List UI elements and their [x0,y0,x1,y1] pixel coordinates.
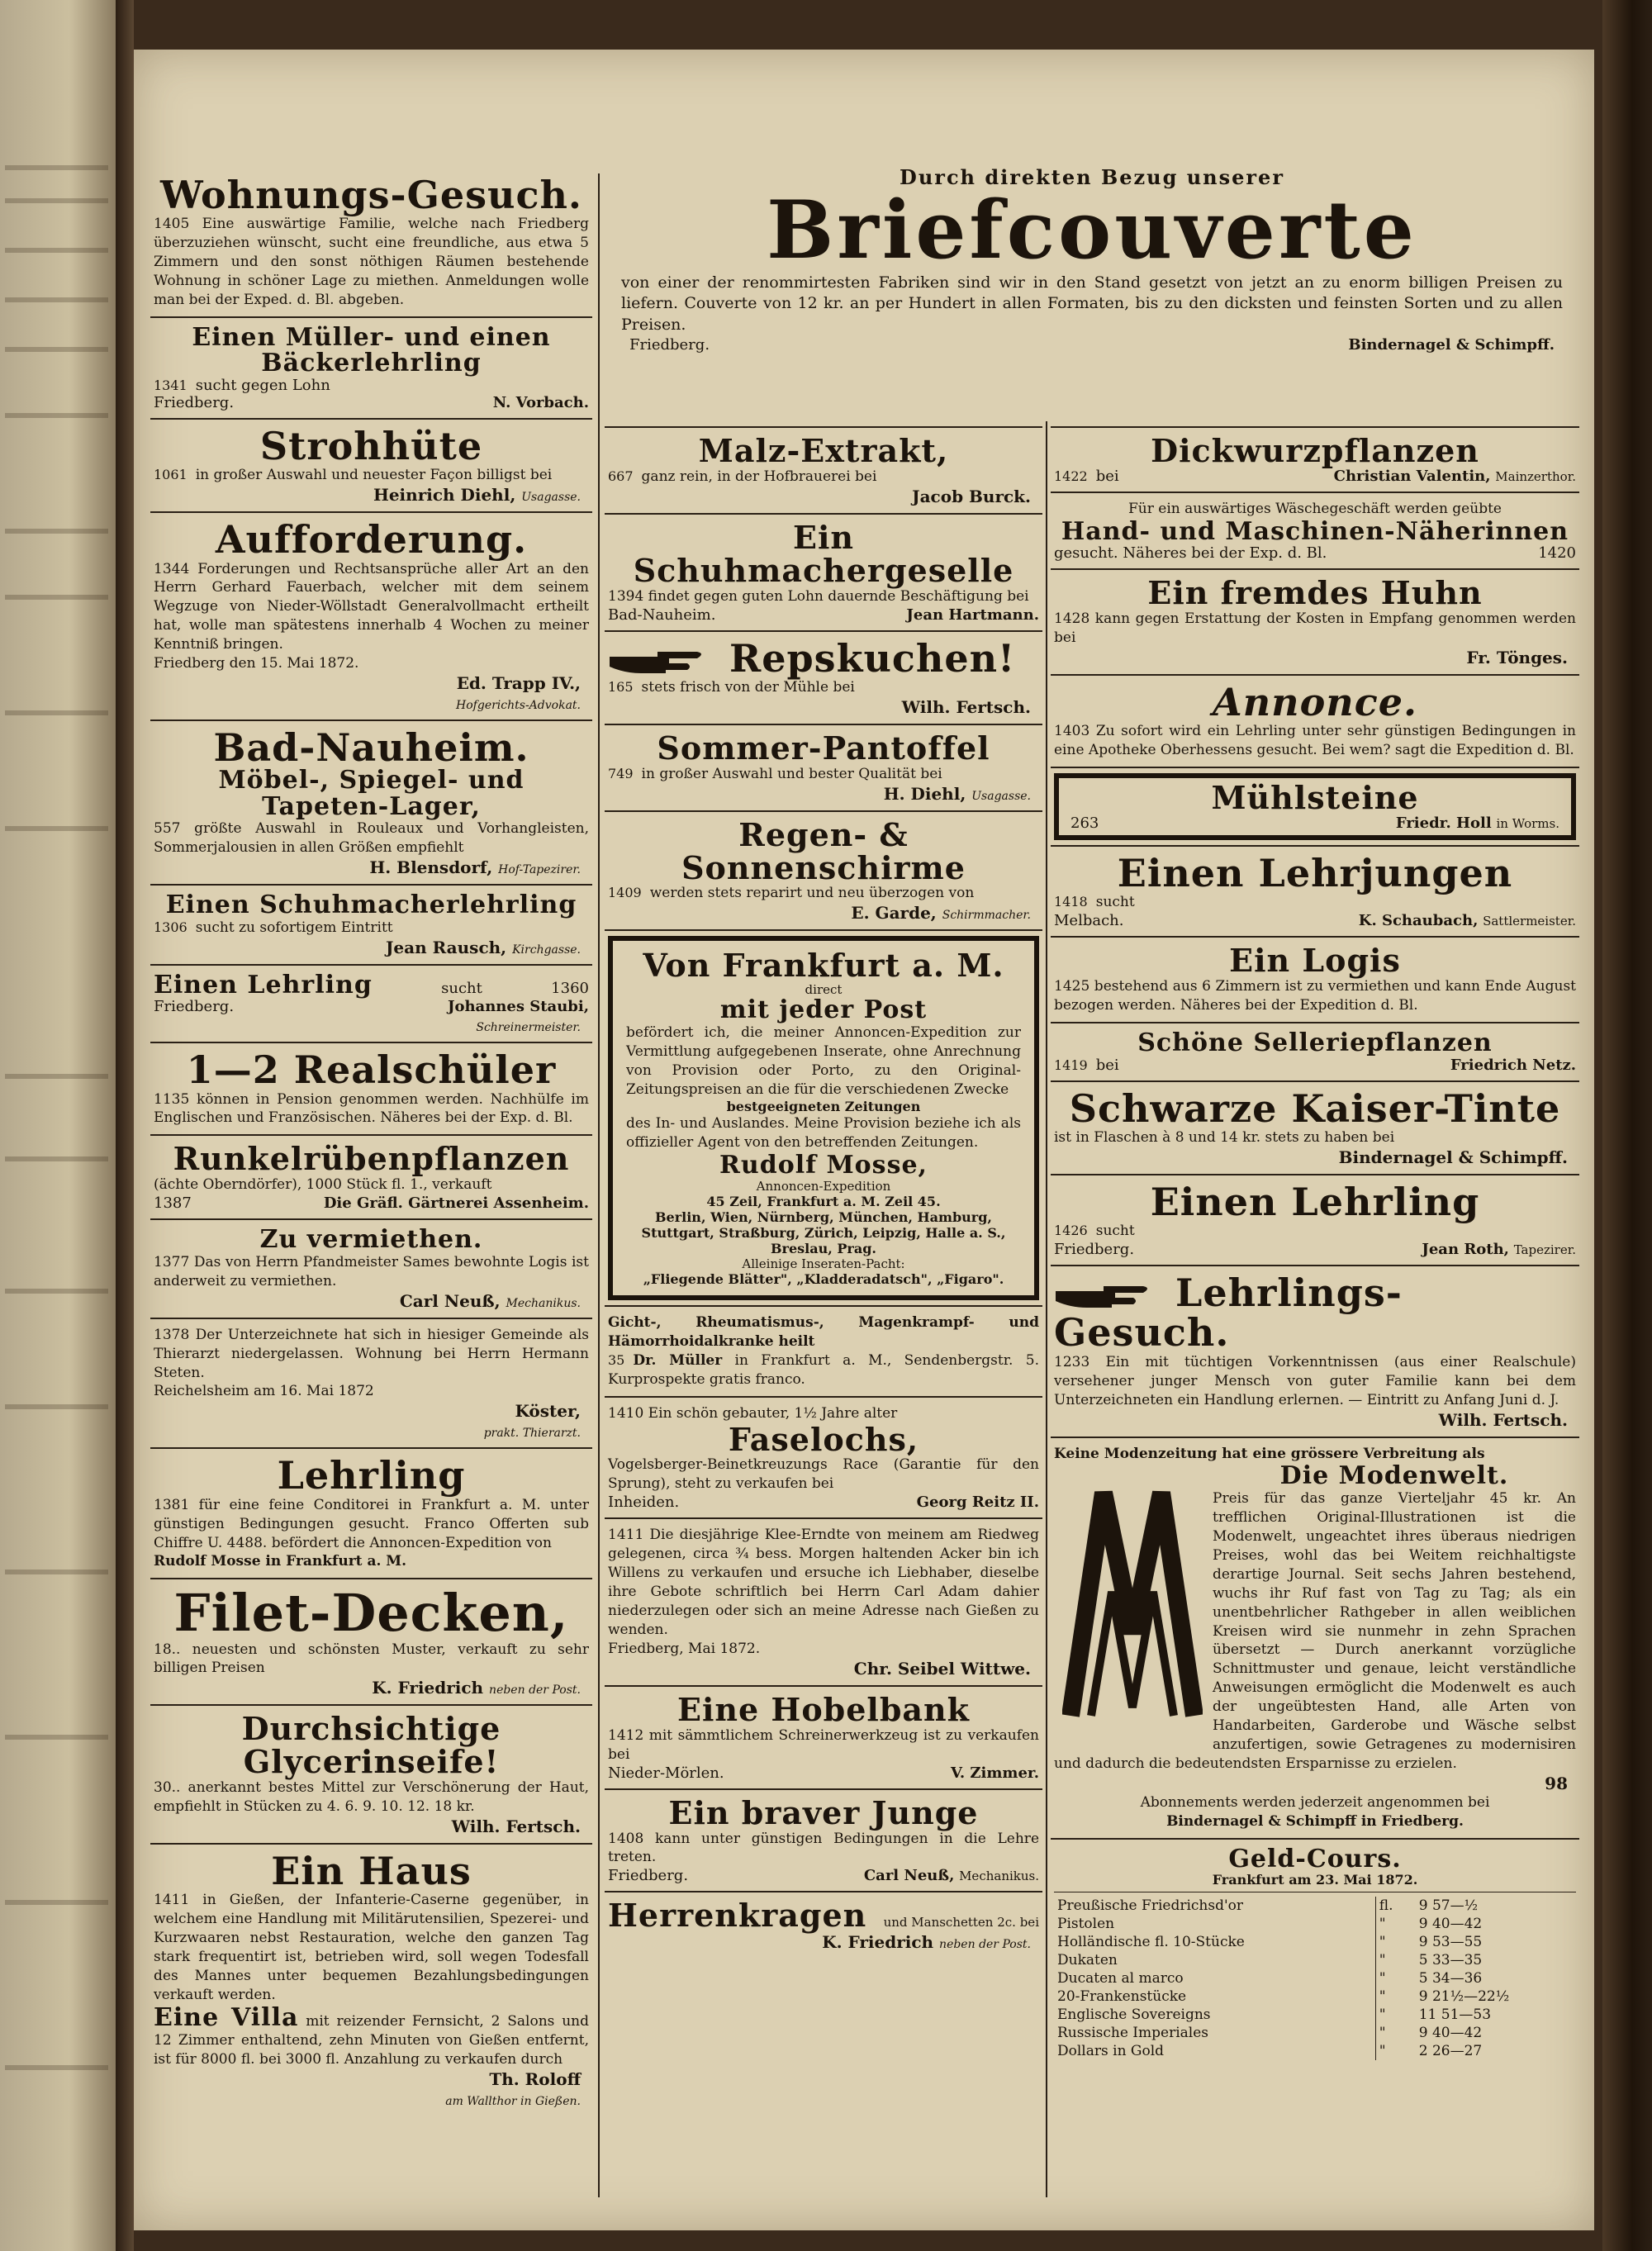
ad-cities: Berlin, Wien, Nürnberg, München, Hamburg, Stuttgart, Straßburg, Zürich, Leipzig, Halle a. S., Breslau, Prag. [641,1209,1006,1256]
ad-signature: N. Vorbach. [492,393,589,411]
ad-signature: Carl Neuß, [399,1290,501,1311]
ad-title: Die Modenwelt. [1279,1461,1509,1491]
ad-text: des In- und Auslandes. Meine Provision beziehe ich als offizieller Agent von den betreffenden Zeitungen. [626,1115,1021,1152]
huhn-ad [1051,575,1579,669]
ad-role: Schreinermeister. [476,1021,581,1035]
rate-name: Dukaten [1057,1952,1118,1969]
rate-value: 9 53—55 [1418,1934,1483,1951]
rate-name: 20-Frankenstücke [1057,1988,1187,2006]
rate-name: Ducaten al marco [1057,1970,1184,1987]
ad-signature: Fr. Tönges. [1466,648,1568,668]
ad-title: Ein Logis [1229,942,1401,980]
ad-text: sucht zu sofortigem Eintritt [195,919,393,936]
rate-name: Pistolen [1057,1916,1115,1933]
glycerin-ad [150,1711,592,1838]
ad-place: Friedberg. [154,393,235,411]
rate-unit: " [1375,1951,1416,1969]
rate-name: Dollars in Gold [1057,2043,1165,2060]
tinte-ad [1051,1087,1579,1169]
column-rule [598,173,600,2197]
rate-value: 5 34—36 [1418,1970,1483,1987]
ad-number: 1360 [551,979,589,997]
ad-number: 1420 [1538,544,1576,563]
rate-unit: " [1375,2024,1416,2042]
ad-number: 35 [608,1351,625,1368]
ad-title: Annonce. [1213,680,1417,725]
ad-title: Ein fremdes Huhn [1147,574,1483,612]
ad-text: in großer Auswahl und neuester Façon billigst bei [195,467,553,484]
ad-title: Repskuchen! [729,635,1016,681]
ad-signature: K. Friedrich [822,1932,934,1953]
muehlsteine-ad [1054,773,1576,840]
ad-title: Regen- & Sonnenschirme [681,815,966,886]
ad-signature: Christian Valentin, [1333,467,1491,485]
ad-title: Filet-Decken, [173,1583,569,1644]
haus-ad [150,1850,592,2111]
ad-role: Sattlermeister. [1483,914,1576,929]
ad-signature: Th. Roloff [489,2068,581,2089]
wohnung-ad [150,173,592,311]
ad-title: Einen Müller- und einen Bäckerlehrling [192,322,551,378]
mueller-ad [150,323,592,413]
ad-place: Nieder-Mörlen. [608,1764,724,1782]
ad-role: Hof-Tapezirer. [498,863,581,877]
aufforderung-ad [150,518,592,715]
ad-signature: Jean Rausch, [385,937,507,957]
ad-title: Aufforderung. [215,517,528,563]
rate-row [1054,2006,1576,2024]
ad-papers: „Fliegende Blätter", „Kladderadatsch", „Figaro". [643,1270,1004,1287]
ad-text: Vogelsberger-Beinetkreuzungs Race (Garantie für den Sprung), steht zu verkaufen bei [608,1456,1039,1493]
ad-role: Kirchgasse. [512,943,581,957]
newspaper-page [134,50,1594,2230]
ad-signature: Ed. Trapp IV., [456,673,581,694]
ad-place: Friedberg. [1054,1241,1135,1259]
filet-ad [150,1584,592,1699]
ad-title: Einen Lehrling [1150,1179,1480,1224]
nauheim-ad [150,726,592,879]
klee-ad [605,1524,1042,1680]
junge-ad [605,1795,1042,1887]
ad-text: sucht [1095,1223,1135,1240]
ad-text: befördert ich, die meiner Annoncen-Expedition zur Vermittlung aufgegebenen Inserate, ohne Anrechnung von Provision oder Porto, zu den Original-Zeitungspreisen an die für die verschiedenen Zwecke [626,1023,1021,1098]
ad-place: Friedberg. [608,1867,689,1885]
rate-value: 9 40—42 [1418,2025,1483,2042]
ad-text: 1428 kann gegen Erstattung der Kosten in Empfang genommen werden bei [1054,610,1576,647]
ad-number: 749 [608,765,634,781]
ad-pre: Keine Modenzeitung hat eine grössere Verbreitung als [1054,1445,1485,1462]
ad-title: Lehrling [277,1453,466,1498]
ad-number: 1306 [154,919,188,935]
ad-subtitle: Möbel-, Spiegel- und Tapeten-Lager, [218,766,525,821]
schuhmacherlehrling-ad [150,890,592,958]
gicht-ad [605,1312,1042,1391]
ad-title: Dickwurzpflanzen [1151,432,1479,469]
dickwurz-ad [1051,433,1579,487]
logis-ad [1051,943,1579,1017]
rate-row [1054,2042,1576,2060]
middle-column [605,421,1042,1954]
ad-signature: Die Gräfl. Gärtnerei Assenheim. [323,1194,589,1213]
ad-role: Hofgerichts-Advokat. [456,699,581,713]
ad-signature: Wilh. Fertsch. [451,1816,581,1837]
rate-unit: " [1375,2006,1416,2024]
pointing-hand-icon [608,645,707,678]
left-column [150,173,592,2111]
naeherin-ad [1051,498,1579,563]
rate-value: 9 57—½ [1418,1897,1479,1915]
ad-text: 1394 findet gegen guten Lohn dauernde Beschäftigung bei [608,587,1029,605]
ad-date: Frankfurt am 23. Mai 1872. [1212,1872,1418,1888]
rate-value: 2 26—27 [1418,2043,1483,2060]
ad-text: 1135 können in Pension genommen werden. Nachhülfe im Englischen und Französischen. Näheres bei der Exp. d. Bl. [154,1090,589,1127]
pointing-hand-icon [1054,1280,1153,1313]
ad-title: 1—2 Realschüler [186,1047,557,1093]
strohhuete-ad [150,425,592,506]
banner-title: Briefcouverte [767,183,1417,277]
ad-text: 1344 Forderungen und Rechtsansprüche aller Art an den Herrn Gerhard Fauerbach, welcher mit dem seinem Wegzuge von Nieder-Wöllstadt Generalvollmacht ertheilt hat, wolle man spätestens innerhalb 4 Wochen zu meiner Kenntniß bringen. [154,560,589,653]
hobelbank-ad [605,1692,1042,1783]
ad-pre: Für ein auswärtiges Wäschegeschäft werden geübte [1128,500,1502,517]
ad-title: Sommer-Pantoffel [657,729,990,767]
ad-role: Schirmmacher. [942,909,1031,923]
rate-value: 5 33—35 [1418,1952,1483,1969]
ad-signature: Rudolf Mosse in Frankfurt a. M. [154,1553,407,1570]
lehrling-roth-ad [1051,1180,1579,1260]
ad-title: Gicht-, Rheumatismus-, Magenkrampf- und Hämorrhoidalkranke heilt [608,1313,1039,1350]
rate-name: Preußische Friedrichsd'or [1057,1897,1244,1915]
villa-title: Eine Villa [154,2002,299,2032]
previous-page-edge [0,0,116,2251]
ad-number: 1061 [154,467,188,483]
ad-title: Ein Haus [271,1849,472,1894]
ad-role: Mechanikus. [506,1296,581,1310]
ad-text: ganz rein, in der Hofbrauerei bei [641,468,877,485]
rate-row [1054,1969,1576,1987]
rate-value: 9 40—42 [1418,1916,1483,1933]
ad-title: Mühlsteine [1211,779,1419,817]
ad-title: Strohhüte [259,423,483,468]
rate-unit: fl. [1375,1897,1416,1915]
right-column [1051,421,1579,2062]
malz-ad [605,433,1042,508]
ad-title: Malz-Extrakt, [698,432,949,469]
rate-row [1054,1951,1576,1969]
book-gutter [116,0,134,2251]
ad-signature: Dr. Müller [633,1351,723,1369]
ad-title: Schwarze Kaiser-Tinte [1069,1085,1561,1131]
ad-text: in großer Auswahl und bester Qualität bei [641,765,942,782]
ad-title: Wohnungs-Gesuch. [160,173,582,217]
ad-abo: Abonnements werden jederzeit angenommen bei [1140,1794,1490,1812]
banner-text: von einer der renommirtesten Fabriken sind wir in den Stand gesetzt von jetzt an zu enorm billigen Preisen zu liefern. Couverte von 12 kr. an per Hundert in allen Formaten, bis zu den dicksten und feinsten Sorten und zu allen Preisen. [621,273,1563,335]
ad-signature: K. Schaubach, [1358,912,1479,930]
runkel-ad [150,1141,592,1213]
ad-text: und Manschetten 2c. bei [883,1915,1039,1930]
ad-text: ist in Flaschen à 8 und 14 kr. stets zu haben bei [1054,1128,1395,1146]
ad-number: 165 [608,678,634,695]
ad-title: Einen Lehrling [154,970,373,1000]
ad-line: direct [805,982,843,998]
ad-place: Melbach. [1054,912,1124,930]
ad-title: Ein Schuhmachergeselle [633,518,1014,589]
ad-title: Schöne Selleriepflanzen [1137,1028,1493,1058]
rate-name: Russische Imperiales [1057,2025,1208,2042]
ad-text: bei [1095,467,1119,485]
ad-name: Rudolf Mosse, [719,1151,928,1180]
ad-place: Bad-Nauheim. [608,605,716,624]
lehrling-conditorei-ad [150,1454,592,1573]
ad-place: Inheiden. [608,1494,680,1512]
ad-text: 1233 Ein mit tüchtigen Vorkenntnissen (aus einer Realschule) versehener junger Mensch von guter Familie kann bei dem Unterzeichneten ein Handlung erlernen. — Eintritt zu Anfang Juni d. J. [1054,1353,1576,1408]
kragen-ad [605,1897,1042,1954]
ad-date: Reichelsheim am 16. Mai 1872 [154,1383,374,1400]
ad-number: 1387 [154,1194,192,1213]
ad-text: 1411 Die diesjährige Klee-Erndte von meinem am Riedweg gelegenen, circa ¾ bess. Morgen haltenden Acker bin ich Willens zu verkaufen und ersuche ich Liebhaber, dieselbe ihre Gebote schriftlich bei Herrn Carl Adam dahier niederzulegen oder sich an meine Adresse nach Gießen zu wenden. [608,1527,1039,1638]
rate-value: 11 51—53 [1418,2006,1492,2024]
banner-place: Friedberg. [629,335,710,354]
ad-title: Faselochs, [728,1420,919,1458]
ad-signature: Jean Roth, [1422,1241,1509,1259]
ad-line: bestgeeigneten Zeitungen [726,1099,921,1115]
ad-signature: H. Diehl, [883,783,966,804]
annonce-ad [1051,681,1579,762]
ad-signature: Jean Hartmann. [906,605,1039,624]
ad-number: 1419 [1054,1057,1088,1073]
briefcouverte-ad [605,165,1579,354]
ad-number: 263 [1070,814,1099,833]
ad-text: bei [1095,1056,1119,1074]
lehrjungen-ad [1051,852,1579,931]
rate-row [1054,1987,1576,2006]
ad-text: werden stets reparirt und neu überzogen von [649,885,975,902]
ad-text: sucht [441,979,482,997]
ad-pre: 1410 Ein schön gebauter, 1½ Jahre alter [608,1404,898,1422]
ad-number: 667 [608,468,634,484]
ad-text: 30.. anerkannt bestes Mittel zur Verschönerung der Haut, empfiehlt in Stücken zu 4. 6. 9. 10. 12. 18 kr. [154,1779,589,1816]
schuhgeselle-ad [605,520,1042,625]
geldcours-table [1051,1845,1579,2063]
ad-title: Bad-Nauheim. [213,725,529,771]
rate-name: Englische Sovereigns [1057,2006,1211,2024]
ad-signature: Friedrich Netz. [1450,1056,1576,1074]
faselochs-ad [605,1403,1042,1513]
vermiethen-ad [150,1225,592,1312]
ad-role: prakt. Thierarzt. [483,1427,581,1441]
ad-title: Einen Schuhmacherlehrling [165,890,577,920]
rate-unit: " [1375,1915,1416,1933]
ad-text: 18.. neuesten und schönsten Muster, verkauft zu sehr billigen Preisen [154,1641,589,1677]
sellerie-ad [1051,1028,1579,1076]
pantoffel-ad [605,730,1042,805]
ad-signature: Friedr. Holl [1395,814,1492,833]
ad-text: 1377 Das von Herrn Pfandmeister Sames bewohnte Logis ist anderweit zu vermiethen. [154,1253,589,1289]
ad-text: (ächte Oberndörfer), 1000 Stück fl. 1., verkauft [154,1176,492,1194]
rate-row [1054,1915,1576,1933]
ad-role: Mainzerthor. [1495,468,1576,484]
realschueler-ad [150,1048,592,1129]
ad-text: 1411 in Gießen, der Infanterie-Caserne gegenüber, in welchem eine Handlung mit Militärutensilien, Spezerei- und Kurzwaaren nebst Restauration, welche den ganzen Tag stark frequentirt ist, betrieben wird, soll wegen Todesfall des Mannes unter bequemen Bezahlungsbedingungen verkauft werden. [154,1892,589,2004]
ad-signature: Bindernagel & Schimpff. [1338,1147,1568,1167]
mosse-ad [608,936,1039,1300]
ad-text: 1403 Zu sofort wird ein Lehrling unter sehr günstigen Bedingungen in eine Apotheke Oberhessens gesucht. Bei wem? sagt die Expedition d. Bl. [1054,723,1576,759]
ad-number: 1426 [1054,1223,1088,1239]
ad-text: stets frisch von der Mühle bei [641,678,855,696]
rate-row [1054,1897,1576,1915]
ad-role: in Worms. [1496,816,1559,832]
ad-role: neben der Post. [489,1684,581,1698]
ad-signature: Wilh. Fertsch. [901,696,1031,717]
ad-text: in Frankfurt a. M., Sendenbergstr. 5. Kurprospekte gratis franco. [608,1351,1039,1388]
ad-text: sucht gegen Lohn [195,376,330,394]
rate-unit: " [1375,1969,1416,1987]
ad-title: Einen Lehrjungen [1117,851,1513,896]
ad-address: 45 Zeil, Frankfurt a. M. Zeil 45. [706,1193,941,1209]
ad-title: Runkelrübenpflanzen [173,1140,570,1178]
ad-role: Usagasse. [971,789,1031,803]
ad-number: 1341 [154,377,188,393]
rate-row [1054,1933,1576,1951]
ad-place: Friedberg. [154,998,235,1016]
rates-table [1054,1897,1576,2060]
ad-title: Geld-Cours. [1228,1844,1402,1873]
ad-line: mit jeder Post [719,995,928,1025]
ad-role: am Wallthor in Gießen. [445,2094,581,2108]
ad-number: 1422 [1054,468,1088,484]
book-binding [1602,0,1652,2251]
modenwelt-logo-icon [1062,1468,1203,1740]
schirme-ad [605,817,1042,925]
ad-number: 98 [1545,1774,1568,1794]
ad-title: Lehrlings-Gesuch. [1054,1270,1403,1356]
ad-date: Friedberg, Mai 1872. [608,1640,761,1657]
villa-text: mit reizender Fernsicht, 2 Salons und 12 Zimmer enthaltend, zehn Minuten von Gießen entfernt, ist für 8000 fl. bei 3000 fl. Anzahlung zu verkaufen durch [154,2012,589,2068]
ad-role: neben der Post. [939,1938,1031,1952]
ad-number: 1418 [1054,894,1088,910]
ad-role: Usagasse. [521,491,581,505]
rate-unit: " [1375,2042,1416,2060]
ad-signature: Chr. Seibel Wittwe. [853,1658,1031,1679]
ad-sub: Annoncen-Expedition [756,1178,891,1194]
ad-agent: Alleinige Inseraten-Pacht: [742,1256,905,1271]
repskuchen-ad [605,637,1042,719]
ad-text: 1412 mit sämmtlichem Schreinerwerkzeug ist zu verkaufen bei [608,1726,1039,1763]
banner-signature: Bindernagel & Schimpff. [1348,335,1555,354]
ad-title: Eine Hobelbank [676,1690,970,1728]
ad-signature: Carl Neuß, [863,1867,955,1885]
lehrlingsgesuch-ad [1051,1271,1579,1431]
rate-unit: " [1375,1987,1416,2006]
ad-text: 1408 kann unter günstigen Bedingungen in die Lehre treten. [608,1830,1039,1866]
ad-signature: Georg Reitz II. [916,1494,1039,1512]
rate-value: 9 21½—22½ [1418,1988,1510,2006]
ad-role: Tapezirer. [1513,1242,1576,1258]
ad-signature: Bindernagel & Schimpff in Friedberg. [1166,1812,1464,1830]
ad-signature: E. Garde, [851,903,937,924]
ad-text: 1405 Eine auswärtige Familie, welche nach Friedberg überzuziehen wünscht, sucht eine freundliche, aus etwa 5 Zimmern und den sonst nöthigen Räumen bestehende Wohnung in schöner Lage zu miethen. Anmeldungen wolle man bei der Exped. d. Bl. abgeben. [154,216,589,309]
ad-text: Preis für das ganze Vierteljahr 45 kr. An trefflichen Original-Illustrationen ist die Modenwelt, ungeachtet ihres überaus niedrigen Preises, wohl das bei Weitem reichhaltigste derartige Journal. Seit sechs Jahren bestehend, wuchs ihr Ruf fast von Tag zu Tag; als ein unentbehrlicher Rathgeber in allen weiblichen Kreisen wird sie nunmehr in zehn Sprachen übersetzt — Durch anerkannt vorzügliche Schnittmuster und genaue, leicht verständliche Anweisungen ermöglicht die Modenwelt es auch der ungeübtesten Hand, alle Arten von Handarbeiten, Garderobe und Wäsche selbst anzufertigen, sowie Getragenes zu modernisiren und dadurch die bedeutendsten Ersparnisse zu erzielen. [1054,1489,1576,1773]
ad-signature: V. Zimmer. [951,1764,1039,1782]
ad-title: Von Frankfurt a. M. [643,947,1004,985]
rate-unit: " [1375,1933,1416,1951]
ad-signature: Heinrich Diehl, [373,485,516,506]
ad-title: Zu vermiethen. [259,1225,483,1255]
ad-signature: H. Blensdorf, [369,857,493,878]
modenwelt-ad [1051,1443,1579,1833]
ad-text: 557 größte Auswahl in Rouleaux und Vorhangleisten, Sommerjalousien in allen Größen empfiehlt [154,820,589,857]
ad-title: Durchsichtige Glycerinseife! [241,1710,501,1781]
ad-title: Herrenkragen [608,1897,867,1935]
rate-row [1054,2024,1576,2042]
ad-title: Hand- und Maschinen-Näherinnen [1061,516,1569,546]
ad-number: 1409 [608,885,642,901]
ad-text: 1378 Der Unterzeichnete hat sich in hiesiger Gemeinde als Thierarzt niedergelassen. Wohnung bei Herrn Hermann Steten. [154,1326,589,1381]
ad-text: gesucht. Näheres bei der Exp. d. Bl. [1054,544,1327,563]
ad-signature: Wilh. Fertsch. [1438,1409,1568,1430]
thierarzt-ad [150,1324,592,1443]
ad-signature: K. Friedrich [372,1678,484,1698]
rate-name: Holländische fl. 10-Stücke [1057,1934,1245,1951]
lehrling-ad [150,971,592,1038]
ad-text: 1381 für eine feine Conditorei in Frankfurt a. M. unter günstigen Bedingungen gesucht. Franco Offerten sub Chiffre U. 4488. befördert die Annoncen-Expedition von [154,1496,589,1551]
ad-role: Mechanikus. [959,1869,1039,1884]
ad-signature: Köster, [515,1401,581,1422]
ad-text: 1425 bestehend aus 6 Zimmern ist zu vermiethen und kann Ende August bezogen werden. Näheres bei der Expedition d. Bl. [1054,978,1576,1014]
ad-signature: Johannes Staubi, [447,998,589,1016]
ad-signature: Jacob Burck. [912,486,1031,506]
ad-date: Friedberg den 15. Mai 1872. [154,655,359,672]
ad-text: sucht [1095,894,1135,911]
banner-pre: Durch direkten Bezug unserer [900,165,1284,189]
column-rule [1046,421,1047,2197]
ad-title: Ein braver Junge [668,1793,979,1831]
